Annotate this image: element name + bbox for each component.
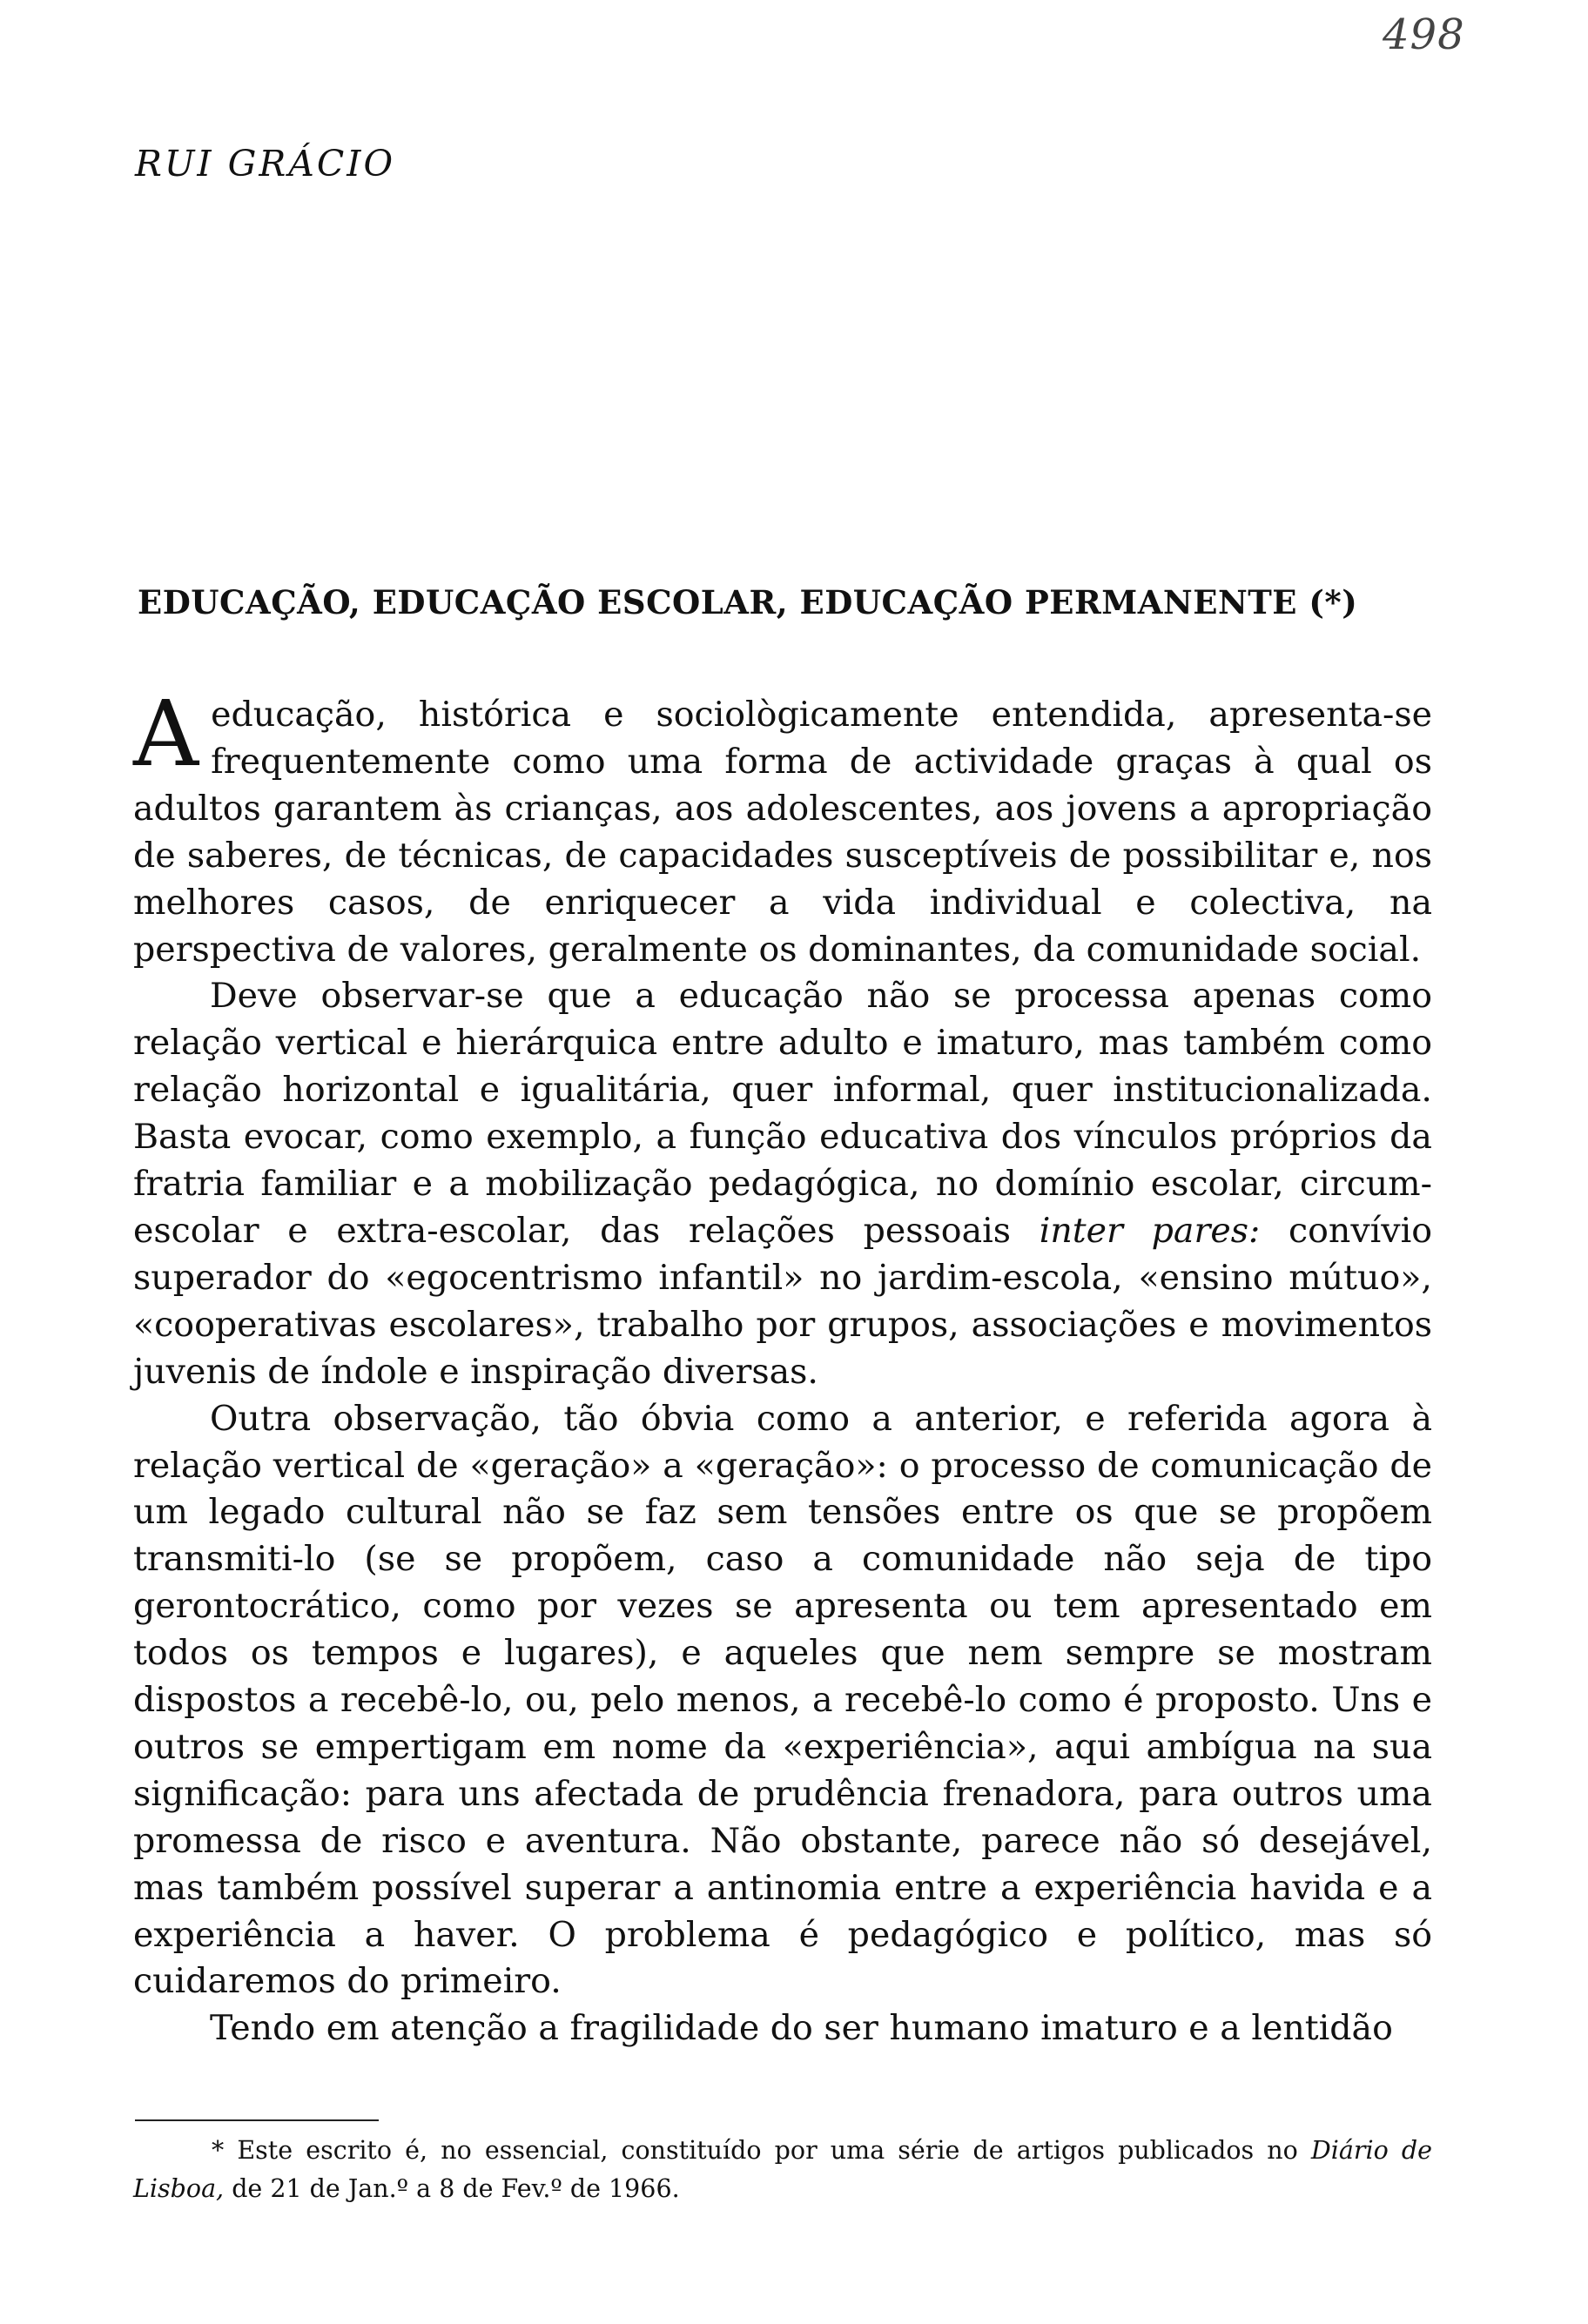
footnote-text-a: * Este escrito é, no essencial, constituído por uma série de artigos publicados no — [212, 2136, 1298, 2165]
paragraph-3: Outra observação, tão óbvia como a anterior, e referida agora à relação vertical de «geração» a «geração»: o processo de comunicação de um legado cultural não se faz sem tensões entre os que se propõem transmiti-lo (se se propõem, caso a comunidade não seja de tipo gerontocrático, como por vezes se apresenta ou tem apresentado em todos os tempos e lugares), e aqueles que nem sempre se mostram dispostos a recebê-lo, ou, pelo menos, a recebê-lo como é proposto. Uns e outros se empertigam em nome da «experiência», aqui ambígua na sua significação: para uns afectada de prudência frenadora, para outros uma promessa de risco e aventura. Não obstante, parece não só desejável, mas também possível superar a antinomia entre a experiência havida e a experiência a haver. O problema é pedagógico e político, mas só cuidaremos do primeiro. — [133, 1398, 1432, 2002]
article-title: EDUCAÇÃO, EDUCAÇÃO ESCOLAR, EDUCAÇÃO PERMANENTE (*) — [138, 583, 1358, 621]
paragraph-2-italic: inter pares: — [1039, 1210, 1261, 1251]
drop-cap: A — [133, 681, 199, 787]
footnote — [133, 2132, 1432, 2208]
paragraph-1-text: educação, histórica e sociològicamente entendida, apresenta-se frequentemente como uma forma de actividade graças à qual os adultos garantem às crianças, aos adolescentes, aos jovens a apropriação de saberes, de técnicas, de capacidades susceptíveis de possibilitar e, nos melhores casos, de enriquecer a vida individual e colectiva, na perspectiva de valores, geralmente os dominantes, da comunidade social. — [133, 695, 1432, 970]
paragraph-4: Tendo em atenção a fragilidade do ser humano imaturo e a lentidão — [210, 2008, 1393, 2049]
paragraph-2-text-a: Deve observar-se que a educação não se processa apenas como relação vertical e hierárquica entre adulto e imaturo, mas também como relação horizontal e igualitária, quer informal, quer institucionalizada. Basta evocar, como exemplo, a função educativa dos vínculos próprios da fratria familiar e a mobilização pedagógica, no domínio escolar, circum-escolar e extra-escolar, das relações pessoais — [133, 976, 1432, 1251]
page-number: 498 — [1383, 10, 1465, 59]
footnote-italic: Diário de Lisboa, — [133, 2136, 1432, 2203]
paragraph-2-text-b: convívio superador do «egocentrismo infantil» no jardim-escola, «ensino mútuo», «cooperativas escolares», trabalho por grupos, associações e movimentos juvenis de índole e inspiração diversas. — [133, 1210, 1433, 1392]
article-body — [133, 681, 1433, 2052]
footnote-text-b: de 21 de Jan.º a 8 de Fev.º de 1966. — [232, 2174, 680, 2203]
footnote-divider — [135, 2119, 379, 2121]
paragraph-2 — [133, 973, 1432, 1395]
author-name: RUI GRÁCIO — [135, 143, 396, 185]
paragraph-1 — [133, 681, 1432, 973]
